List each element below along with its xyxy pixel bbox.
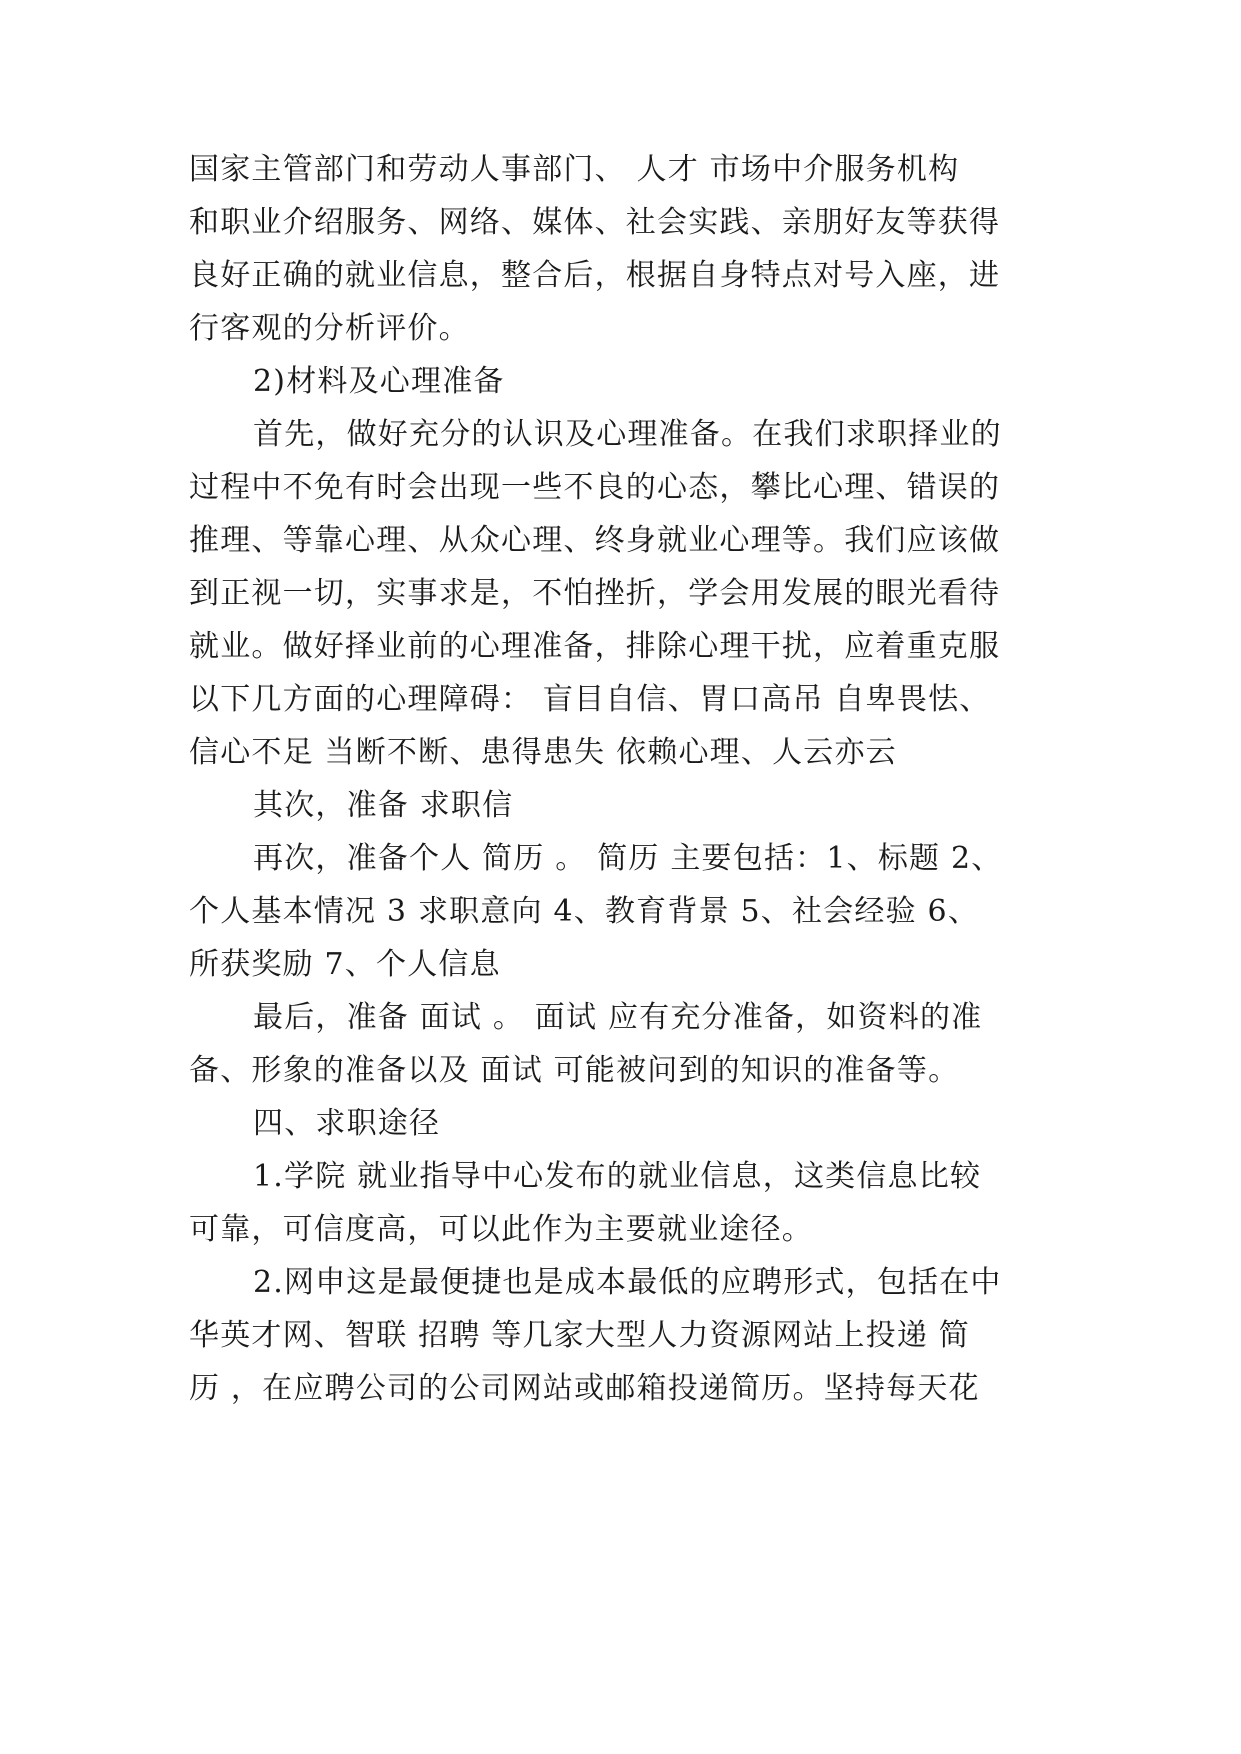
text-line: 过程中不免有时会出现一些不良的心态，攀比心理、错误的 [189,470,1001,505]
text-line: 最后，准备 面试 。 面试 应有充分准备，如资料的准 [253,1000,983,1035]
text-line: 和职业介绍服务、网络、媒体、社会实践、亲朋好友等获得 [189,205,1001,240]
text-line: 所获奖励 7、个人信息 [189,947,501,982]
text-line: 首先，做好充分的认识及心理准备。在我们求职择业的 [253,417,1002,452]
text-line: 再次，准备个人 简历 。 简历 主要包括：1、标题 2、 [253,841,1003,876]
text-line: 历 ，在应聘公司的公司网站或邮箱投递简历。坚持每天花 [189,1371,980,1406]
text-line: 2.网申这是最便捷也是成本最低的应聘形式，包括在中 [253,1265,1002,1300]
text-line: 信心不足 当断不断、患得患失 依赖心理、人云亦云 [189,735,897,770]
text-line: 国家主管部门和劳动人事部门、 人才 市场中介服务机构 [189,152,960,187]
text-line: 推理、等靠心理、从众心理、终身就业心理等。我们应该做 [189,523,1001,558]
subheading: 2)材料及心理准备 [253,364,505,399]
text-line: 1.学院 就业指导中心发布的就业信息，这类信息比较 [253,1159,982,1194]
text-line: 个人基本情况 3 求职意向 4、教育背景 5、社会经验 6、 [189,894,980,929]
section-heading: 四、求职途径 [253,1106,441,1141]
text-line: 行客观的分析评价。 [189,311,470,346]
text-line: 备、形象的准备以及 面试 可能被问到的知识的准备等。 [189,1053,960,1088]
text-line: 就业。做好择业前的心理准备，排除心理干扰，应着重克服 [189,629,1001,664]
text-line: 良好正确的就业信息，整合后，根据自身特点对号入座，进 [189,258,1001,293]
text-line: 华英才网、智联 招聘 等几家大型人力资源网站上投递 简 [189,1318,971,1353]
text-line: 以下几方面的心理障碍： 盲目自信、胃口高吊 自卑畏怯、 [189,682,991,717]
text-line: 其次，准备 求职信 [253,788,514,823]
text-line: 到正视一切，实事求是，不怕挫折，学会用发展的眼光看待 [189,576,1001,611]
text-line: 可靠，可信度高，可以此作为主要就业途径。 [189,1212,813,1247]
